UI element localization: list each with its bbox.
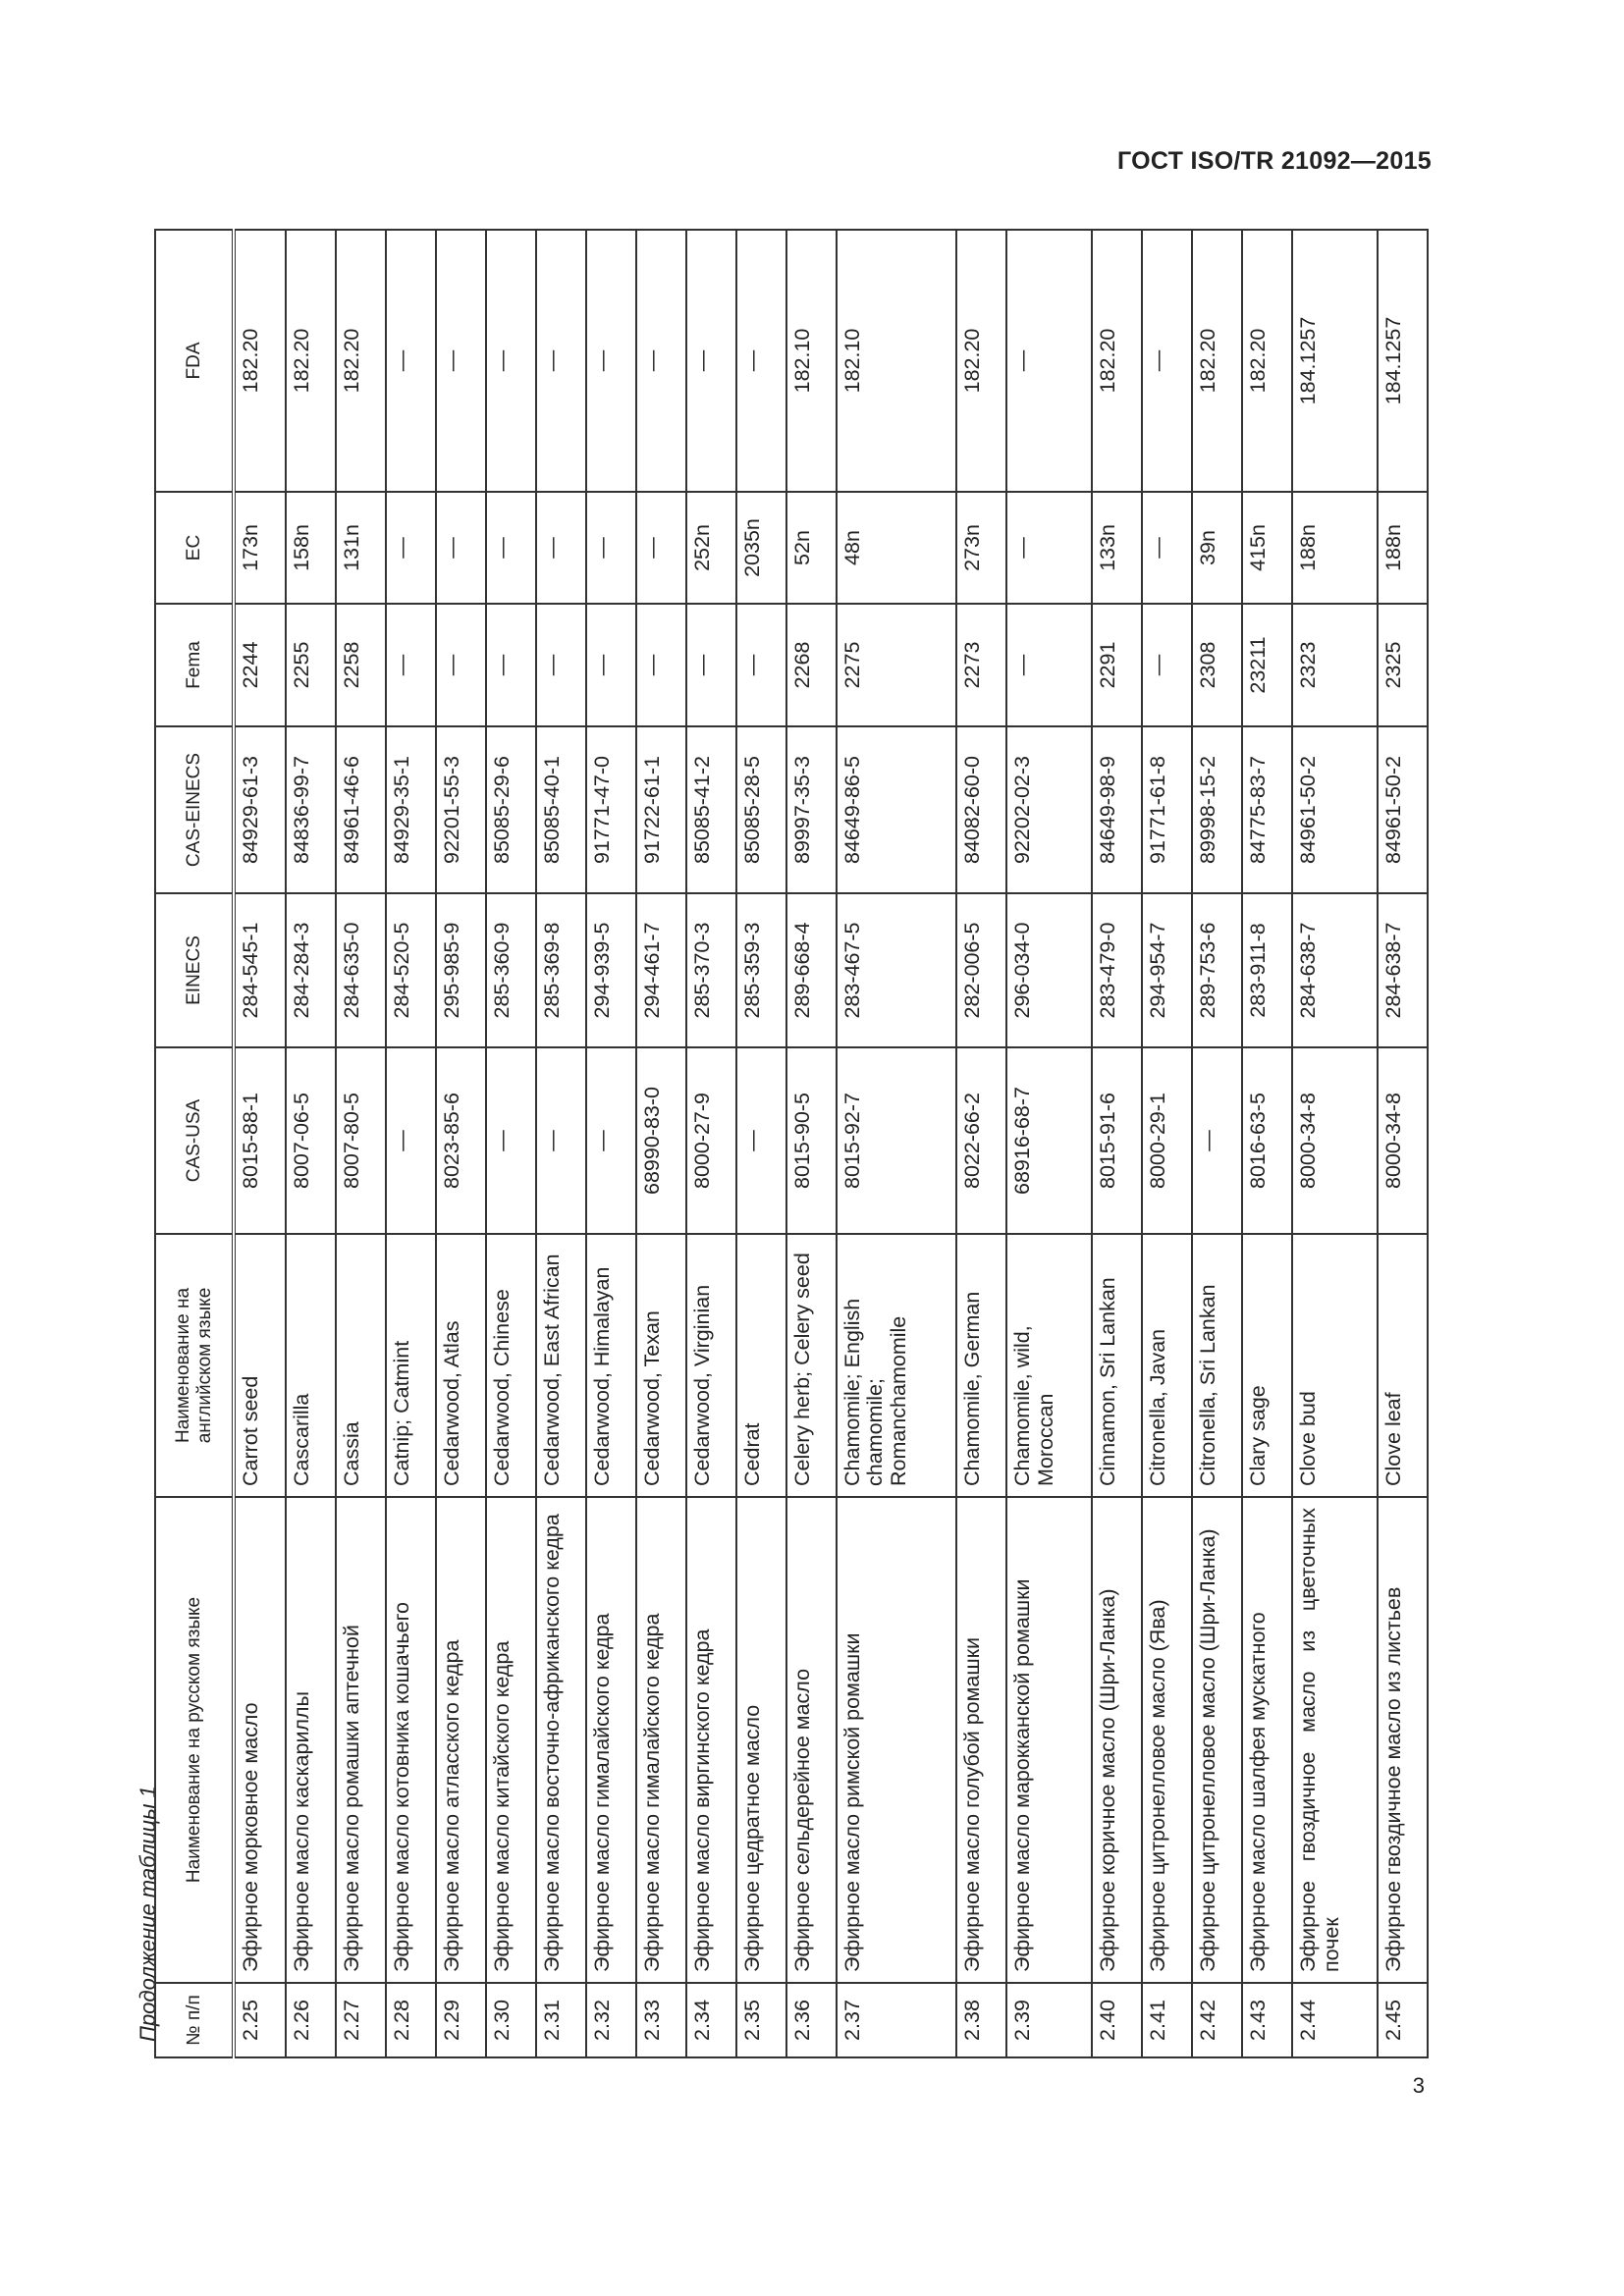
cell-fda: —	[436, 230, 486, 492]
cell-name-ru: Эфирное масло китайского кедра	[486, 1497, 536, 1983]
cell-name-ru: Эфирное масло римской ромашки	[837, 1497, 957, 1983]
cell-name-en: Cedarwood, Texan	[636, 1234, 686, 1497]
cell-fda: 182.20	[1192, 230, 1242, 492]
cell-name-en: Clove leaf	[1378, 1234, 1428, 1497]
cell-fema: —	[536, 604, 586, 726]
table-row	[536, 230, 586, 2057]
cell-num: 2.44	[1292, 1983, 1378, 2057]
cell-ec: —	[386, 492, 436, 604]
cell-fda: —	[1142, 230, 1192, 492]
cell-name-ru: Эфирное масло атласского кедра	[436, 1497, 486, 1983]
column-header-ec: EC	[155, 492, 234, 604]
table-row	[636, 230, 686, 2057]
cell-name-en: Clary sage	[1242, 1234, 1292, 1497]
cell-ec: 131n	[336, 492, 386, 604]
cell-cas-einecs: 84775-83-7	[1242, 726, 1292, 893]
cell-num: 2.40	[1092, 1983, 1142, 2057]
cell-cas-einecs: 85085-28-5	[736, 726, 786, 893]
cell-cas-usa: 8000-29-1	[1142, 1047, 1192, 1234]
cell-cas-usa: 8023-85-6	[436, 1047, 486, 1234]
cell-num: 2.26	[286, 1983, 336, 2057]
cell-name-ru: Эфирное масло ромашки аптечной	[336, 1497, 386, 1983]
cell-cas-usa: 8007-80-5	[336, 1047, 386, 1234]
cell-einecs: 283-479-0	[1092, 893, 1142, 1047]
cell-num: 2.38	[956, 1983, 1006, 2057]
cell-ec: —	[586, 492, 636, 604]
cell-name-en: Cassia	[336, 1234, 386, 1497]
cell-fema: —	[636, 604, 686, 726]
cell-name-en: Chamomile, German	[956, 1234, 1006, 1497]
table-header-row	[155, 230, 234, 2057]
cell-cas-usa: 68916-68-7	[1006, 1047, 1092, 1234]
cell-fema: —	[386, 604, 436, 726]
cell-fema: —	[1006, 604, 1092, 726]
table-row	[1192, 230, 1242, 2057]
cell-name-en: Catnip; Catmint	[386, 1234, 436, 1497]
table-row	[286, 230, 336, 2057]
cell-num: 2.32	[586, 1983, 636, 2057]
cell-einecs: 283-911-8	[1242, 893, 1292, 1047]
table-row	[486, 230, 536, 2057]
table-row	[436, 230, 486, 2057]
table-row	[586, 230, 636, 2057]
cell-name-ru: Эфирное цитронелловое масло (Ява)	[1142, 1497, 1192, 1983]
cell-einecs: 284-638-7	[1378, 893, 1428, 1047]
cell-name-en: Cinnamon, Sri Lankan	[1092, 1234, 1142, 1497]
cell-cas-einecs: 85085-41-2	[686, 726, 736, 893]
cell-cas-einecs: 84929-35-1	[386, 726, 436, 893]
cell-cas-einecs: 89997-35-3	[786, 726, 837, 893]
cell-cas-einecs: 91771-61-8	[1142, 726, 1192, 893]
table-caption: Продолжение таблицы 1	[135, 1786, 160, 2042]
cell-einecs: 285-370-3	[686, 893, 736, 1047]
cell-num: 2.43	[1242, 1983, 1292, 2057]
cell-cas-usa: —	[386, 1047, 436, 1234]
table-row	[336, 230, 386, 2057]
cell-fda: —	[736, 230, 786, 492]
table-row	[1378, 230, 1428, 2057]
cell-cas-einecs: 84836-99-7	[286, 726, 336, 893]
cell-ec: 188n	[1378, 492, 1428, 604]
cell-fema: 2308	[1192, 604, 1242, 726]
cell-num: 2.35	[736, 1983, 786, 2057]
table-row	[1006, 230, 1092, 2057]
cell-cas-usa: 8015-88-1	[234, 1047, 286, 1234]
cell-cas-einecs: 92202-02-3	[1006, 726, 1092, 893]
cell-num: 2.31	[536, 1983, 586, 2057]
column-header-name-en: Наименование на английском языке	[155, 1234, 234, 1497]
cell-einecs: 295-985-9	[436, 893, 486, 1047]
cell-cas-einecs: 84649-86-5	[837, 726, 957, 893]
cell-name-ru: Эфирное гвоздичное масло из листьев	[1378, 1497, 1428, 1983]
cell-name-ru: Эфирное масло гималайского кедра	[586, 1497, 636, 1983]
cell-cas-usa: 8015-90-5	[786, 1047, 837, 1234]
table-row	[786, 230, 837, 2057]
cell-ec: 48n	[837, 492, 957, 604]
cell-name-en: Cedarwood, Chinese	[486, 1234, 536, 1497]
cell-name-en: Citronella, Javan	[1142, 1234, 1192, 1497]
cell-fda: —	[636, 230, 686, 492]
cell-einecs: 294-939-5	[586, 893, 636, 1047]
page-number: 3	[1412, 2073, 1425, 2098]
cell-fda: —	[386, 230, 436, 492]
cell-name-ru: Эфирное гвоздичное масло из цветочных почек	[1292, 1497, 1378, 1983]
cell-einecs: 284-284-3	[286, 893, 336, 1047]
table-row	[837, 230, 957, 2057]
cell-einecs: 285-369-8	[536, 893, 586, 1047]
table-row	[686, 230, 736, 2057]
cell-fda: —	[536, 230, 586, 492]
cell-cas-einecs: 84082-60-0	[956, 726, 1006, 893]
cell-ec: —	[436, 492, 486, 604]
cell-ec: —	[486, 492, 536, 604]
cell-fda: 182.10	[837, 230, 957, 492]
cell-einecs: 282-006-5	[956, 893, 1006, 1047]
cell-ec: —	[636, 492, 686, 604]
column-header-fema: Fema	[155, 604, 234, 726]
cell-fema: 2325	[1378, 604, 1428, 726]
cell-fema: 2291	[1092, 604, 1142, 726]
cell-cas-einecs: 85085-29-6	[486, 726, 536, 893]
cell-cas-einecs: 84649-98-9	[1092, 726, 1142, 893]
table-row	[1142, 230, 1192, 2057]
column-header-num: № п/п	[155, 1983, 234, 2057]
column-header-fda: FDA	[155, 230, 234, 492]
table-body	[234, 230, 1428, 2057]
table-row	[1242, 230, 1292, 2057]
cell-ec: 173n	[234, 492, 286, 604]
cell-cas-usa: —	[586, 1047, 636, 1234]
cell-ec: 415n	[1242, 492, 1292, 604]
column-header-name-ru: Наименование на русском языке	[155, 1497, 234, 1983]
cell-name-en: Cedrat	[736, 1234, 786, 1497]
cell-cas-usa: —	[486, 1047, 536, 1234]
cell-fda: 182.20	[336, 230, 386, 492]
cell-num: 2.39	[1006, 1983, 1092, 2057]
cell-einecs: 283-467-5	[837, 893, 957, 1047]
cell-num: 2.25	[234, 1983, 286, 2057]
cell-name-en: Cedarwood, Atlas	[436, 1234, 486, 1497]
cell-cas-usa: —	[536, 1047, 586, 1234]
cell-fema: —	[486, 604, 536, 726]
cell-name-ru: Эфирное масло виргинского кедра	[686, 1497, 736, 1983]
cell-fda: 182.20	[1092, 230, 1142, 492]
cell-cas-einecs: 84961-50-2	[1292, 726, 1378, 893]
cell-fda: —	[686, 230, 736, 492]
cell-fema: —	[436, 604, 486, 726]
cell-einecs: 294-954-7	[1142, 893, 1192, 1047]
standard-code: ГОСТ ISO/TR 21092—2015	[1117, 147, 1432, 175]
cell-name-en: Chamomile, wild, Moroccan	[1006, 1234, 1092, 1497]
cell-name-ru: Эфирное цитронелловое масло (Шри-Ланка)	[1192, 1497, 1242, 1983]
cell-num: 2.33	[636, 1983, 686, 2057]
cell-num: 2.41	[1142, 1983, 1192, 2057]
cell-name-ru: Эфирное сельдерейное масло	[786, 1497, 837, 1983]
cell-ec: 252n	[686, 492, 736, 604]
cell-fema: 2323	[1292, 604, 1378, 726]
cell-name-ru: Эфирное коричное масло (Шри-Ланка)	[1092, 1497, 1142, 1983]
cell-ec: 52n	[786, 492, 837, 604]
cell-name-ru: Эфирное масло марокканской ромашки	[1006, 1497, 1092, 1983]
cell-cas-usa: 8000-27-9	[686, 1047, 736, 1234]
cell-fema: 2268	[786, 604, 837, 726]
cell-ec: 39n	[1192, 492, 1242, 604]
cell-name-ru: Эфирное масло каскариллы	[286, 1497, 336, 1983]
cell-cas-usa: —	[1192, 1047, 1242, 1234]
cell-name-ru: Эфирное масло гималайского кедра	[636, 1497, 686, 1983]
cell-cas-usa: 68990-83-0	[636, 1047, 686, 1234]
cell-einecs: 296-034-0	[1006, 893, 1092, 1047]
cell-einecs: 284-520-5	[386, 893, 436, 1047]
cell-name-en: Citronella, Sri Lankan	[1192, 1234, 1242, 1497]
cell-cas-usa: 8016-63-5	[1242, 1047, 1292, 1234]
cell-fda: 184.1257	[1292, 230, 1378, 492]
cell-fema: 2255	[286, 604, 336, 726]
cell-cas-usa: 8022-66-2	[956, 1047, 1006, 1234]
cell-einecs: 284-635-0	[336, 893, 386, 1047]
table-row	[386, 230, 436, 2057]
cell-ec: —	[1142, 492, 1192, 604]
cell-fda: 182.10	[786, 230, 837, 492]
cell-einecs: 289-668-4	[786, 893, 837, 1047]
cell-cas-einecs: 91722-61-1	[636, 726, 686, 893]
cell-fda: 182.20	[956, 230, 1006, 492]
table-row	[736, 230, 786, 2057]
cell-name-ru: Эфирное масло восточно-африканского кедра	[536, 1497, 586, 1983]
cell-fda: 182.20	[286, 230, 336, 492]
cell-ec: 273n	[956, 492, 1006, 604]
cell-fema: —	[586, 604, 636, 726]
cell-name-ru: Эфирное масло шалфея мускатного	[1242, 1497, 1292, 1983]
cell-cas-usa: 8015-92-7	[837, 1047, 957, 1234]
table-row	[956, 230, 1006, 2057]
cell-fda: —	[486, 230, 536, 492]
cell-name-en: Cedarwood, East African	[536, 1234, 586, 1497]
cell-num: 2.30	[486, 1983, 536, 2057]
cell-name-en: Carrot seed	[234, 1234, 286, 1497]
cell-fema: 2275	[837, 604, 957, 726]
cell-cas-einecs: 84961-50-2	[1378, 726, 1428, 893]
cell-num: 2.28	[386, 1983, 436, 2057]
cell-fema: 2258	[336, 604, 386, 726]
cell-cas-einecs: 92201-55-3	[436, 726, 486, 893]
cell-ec: 158n	[286, 492, 336, 604]
rotated-table-container	[154, 231, 1429, 2058]
cell-num: 2.29	[436, 1983, 486, 2057]
cell-ec: 188n	[1292, 492, 1378, 604]
cell-ec: 2035n	[736, 492, 786, 604]
cell-cas-usa: 8000-34-8	[1378, 1047, 1428, 1234]
cell-fema: —	[736, 604, 786, 726]
table-row	[1292, 230, 1378, 2057]
cell-fema: 2244	[234, 604, 286, 726]
cell-cas-usa: 8015-91-6	[1092, 1047, 1142, 1234]
cell-cas-usa: 8007-06-5	[286, 1047, 336, 1234]
cell-fema: 2273	[956, 604, 1006, 726]
cell-cas-einecs: 84961-46-6	[336, 726, 386, 893]
cell-num: 2.45	[1378, 1983, 1428, 2057]
oils-table	[154, 229, 1429, 2058]
cell-cas-einecs: 89998-15-2	[1192, 726, 1242, 893]
cell-name-en: Chamomile; English chamomile; Romanchamomile	[837, 1234, 957, 1497]
cell-fda: 182.20	[234, 230, 286, 492]
cell-fda: 184.1257	[1378, 230, 1428, 492]
cell-einecs: 289-753-6	[1192, 893, 1242, 1047]
column-header-cas-usa: CAS-USA	[155, 1047, 234, 1234]
cell-name-en: Cedarwood, Virginian	[686, 1234, 736, 1497]
cell-name-ru: Эфирное масло котовника кошачьего	[386, 1497, 436, 1983]
cell-cas-usa: 8000-34-8	[1292, 1047, 1378, 1234]
cell-ec: —	[536, 492, 586, 604]
cell-num: 2.36	[786, 1983, 837, 2057]
cell-cas-einecs: 91771-47-0	[586, 726, 636, 893]
cell-num: 2.34	[686, 1983, 736, 2057]
cell-num: 2.37	[837, 1983, 957, 2057]
cell-fema: 23211	[1242, 604, 1292, 726]
cell-name-en: Cedarwood, Himalayan	[586, 1234, 636, 1497]
cell-einecs: 284-638-7	[1292, 893, 1378, 1047]
cell-name-ru: Эфирное цедратное масло	[736, 1497, 786, 1983]
cell-einecs: 284-545-1	[234, 893, 286, 1047]
cell-ec: 133n	[1092, 492, 1142, 604]
column-header-einecs: EINECS	[155, 893, 234, 1047]
cell-ec: —	[1006, 492, 1092, 604]
cell-fda: 182.20	[1242, 230, 1292, 492]
cell-name-en: Celery herb; Celery seed	[786, 1234, 837, 1497]
cell-einecs: 285-360-9	[486, 893, 536, 1047]
cell-num: 2.42	[1192, 1983, 1242, 2057]
cell-name-en: Clove bud	[1292, 1234, 1378, 1497]
cell-einecs: 294-461-7	[636, 893, 686, 1047]
cell-cas-einecs: 85085-40-1	[536, 726, 586, 893]
cell-fema: —	[686, 604, 736, 726]
cell-cas-einecs: 84929-61-3	[234, 726, 286, 893]
cell-name-ru: Эфирное морковное масло	[234, 1497, 286, 1983]
table-row	[234, 230, 286, 2057]
cell-fda: —	[1006, 230, 1092, 492]
cell-name-en: Cascarilla	[286, 1234, 336, 1497]
cell-fda: —	[586, 230, 636, 492]
cell-num: 2.27	[336, 1983, 386, 2057]
column-header-cas-einecs: CAS-EINECS	[155, 726, 234, 893]
table-row	[1092, 230, 1142, 2057]
cell-cas-usa: —	[736, 1047, 786, 1234]
cell-fema: —	[1142, 604, 1192, 726]
cell-einecs: 285-359-3	[736, 893, 786, 1047]
cell-name-ru: Эфирное масло голубой ромашки	[956, 1497, 1006, 1983]
